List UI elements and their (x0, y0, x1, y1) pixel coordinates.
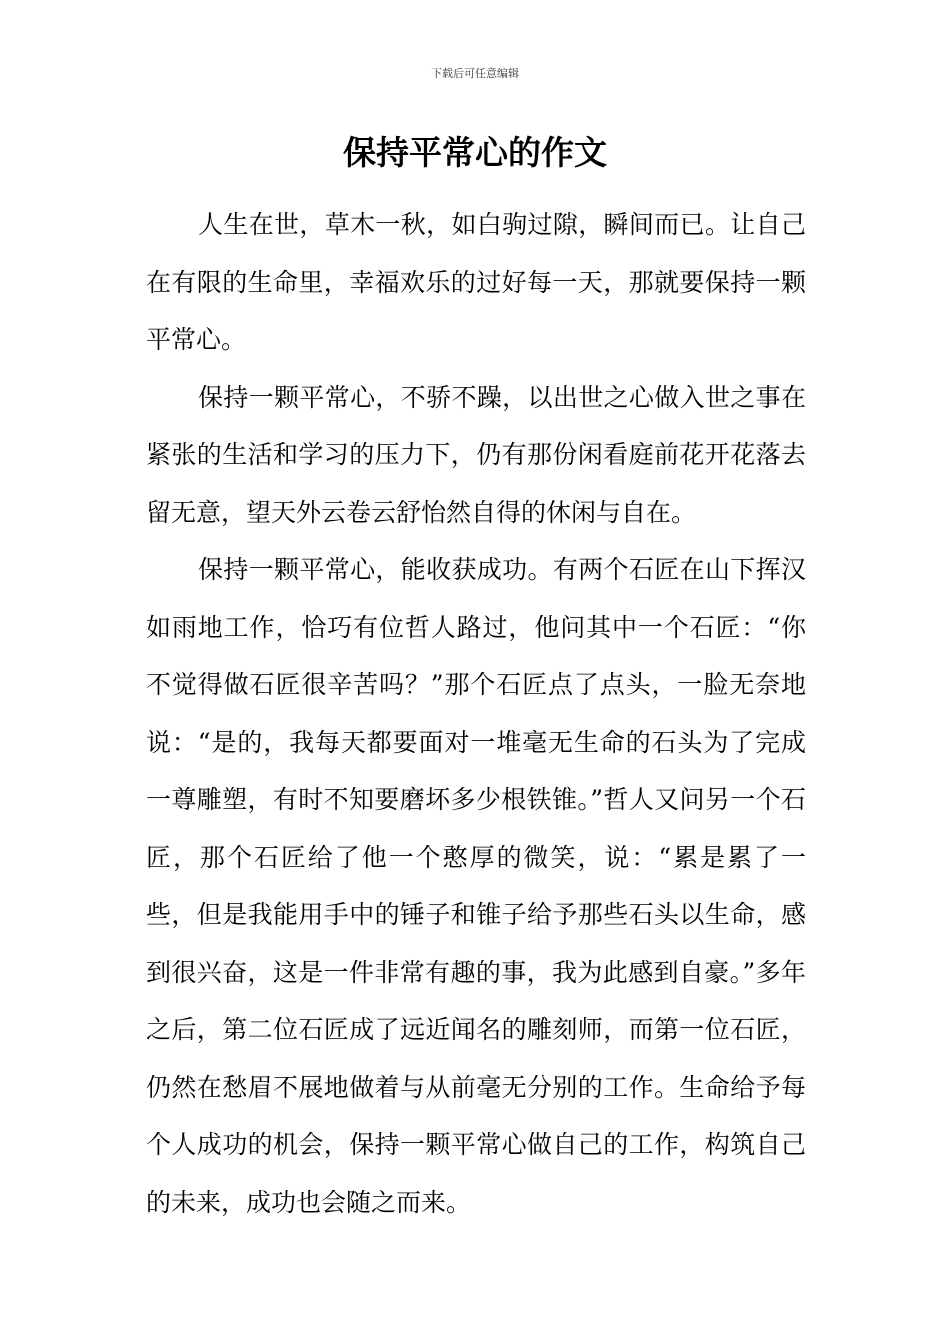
document-title: 保持平常心的作文 (343, 133, 607, 172)
header-note: 下载后可任意编辑 (431, 67, 519, 80)
paragraph-3: 保持一颗平常心，能收获成功。有两个石匠在山下挥汉如雨地工作，恰巧有位哲人路过，他问其中一个石匠：“你不觉得做石匠很辛苦吗？”那个石匠点了点头，一脸无奈地说：“是的，我每天都要面对一堆毫无生命的石头为了完成一尊雕塑，有时不知要磨坏多少根铁锥。”哲人又问另一个石匠，那个石匠给了他一个憨厚的微笑，说：“累是累了一些，但是我能用手中的锤子和锥子给予那些石头以生命，感到很兴奋，这是一件非常有趣的事，我为此感到自豪。”多年之后，第二位石匠成了远近闻名的雕刻师，而第一位石匠，仍然在愁眉不展地做着与从前毫无分别的工作。生命给予每个人成功的机会，保持一颗平常心做自己的工作，构筑自己的未来，成功也会随之而来。 (146, 555, 806, 1217)
document-body (146, 196, 806, 1231)
paragraph-1: 人生在世，草木一秋，如白驹过隙，瞬间而已。让自己在有限的生命里，幸福欢乐的过好每一天，那就要保持一颗平常心。 (146, 210, 806, 354)
paragraph-2: 保持一颗平常心，不骄不躁，以出世之心做入世之事在紧张的生活和学习的压力下，仍有那份闲看庭前花开花落去留无意，望天外云卷云舒怡然自得的休闲与自在。 (146, 382, 806, 527)
